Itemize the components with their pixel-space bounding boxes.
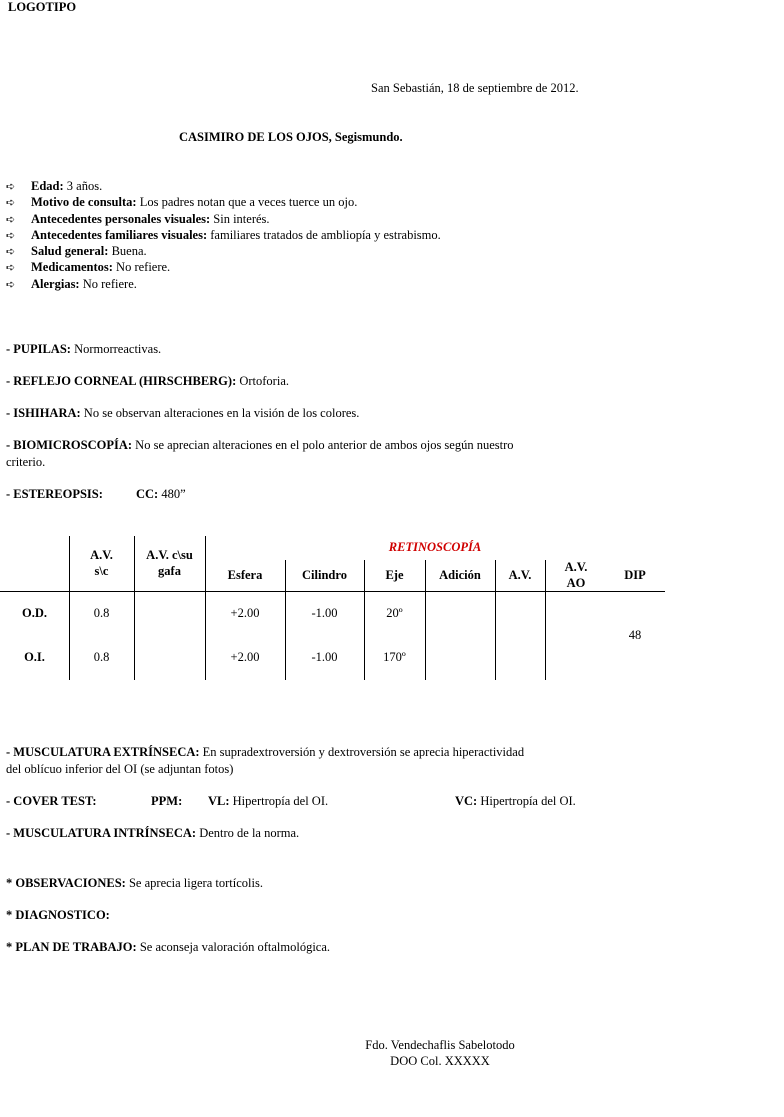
header-av-cgafa-sub: gafa [158, 564, 181, 578]
exam-ishihara: - ISHIHARA: No se observan alteraciones en la visión de los colores. [6, 406, 360, 420]
arrow-bullet-icon: ➪ [6, 180, 16, 193]
history-list [6, 178, 441, 292]
header-esfera: Esfera [227, 568, 263, 582]
retinoscopia-title: RETINOSCOPÍA [388, 540, 482, 554]
arrow-bullet-icon: ➪ [6, 261, 16, 275]
dip-value: 48 [628, 628, 642, 642]
row-od-av-sc: 0.8 [93, 606, 110, 620]
history-item-edad: ➪ Edad: 3 años. [6, 178, 441, 194]
header-dip: DIP [624, 568, 646, 582]
exam-biomicroscopia: - BIOMICROSCOPÍA: No se aprecian alteraciones en el polo anterior de ambos ojos según nuestro [6, 438, 514, 452]
exam-pupilas: - PUPILAS: Normorreactivas. [6, 342, 162, 356]
header-av-sc-sub: s\c [94, 564, 109, 578]
header-av-ao-sub: AO [566, 576, 586, 590]
header-av-ao: A.V. [564, 560, 588, 574]
plan-de-trabajo: * PLAN DE TRABAJO: Se aconseja valoración oftalmológica. [6, 940, 331, 954]
signature-college: DOO Col. XXXXX [390, 1054, 490, 1068]
cover-test-vl: VL: Hipertropía del OI. [208, 794, 329, 808]
row-oi-cilindro: -1.00 [311, 650, 338, 664]
exam-biomicroscopia-cont: criterio. [6, 455, 46, 469]
logo-placeholder: LOGOTIPO [8, 0, 77, 14]
table-header-rule [0, 591, 665, 592]
row-od-cilindro: -1.00 [311, 606, 338, 620]
row-oi-eje: 170º [383, 650, 406, 664]
history-item-familiares: ➪ Antecedentes familiares visuales: familiares tratados de ambliopía y estrabismo. [6, 227, 441, 243]
diagnostico: * DIAGNOSTICO: [6, 908, 110, 922]
arrow-bullet-icon: ➪ [6, 228, 16, 242]
arrow-bullet-icon: ➪ [6, 212, 16, 226]
cover-test-vc: VC: Hipertropía del OI. [455, 794, 576, 808]
header-adicion: Adición [439, 568, 481, 582]
cover-test-ppm: PPM: [151, 794, 183, 808]
signature-name: Fdo. Vendechaflis Sabelotodo [365, 1038, 515, 1052]
arrow-bullet-icon: ➪ [6, 245, 16, 259]
history-item-motivo: ➪ Motivo de consulta: Los padres notan que a veces tuerce un ojo. [6, 194, 441, 210]
header-av-cgafa: A.V. c\su [146, 548, 193, 562]
musculatura-extrinseca-cont: del oblícuo inferior del OI (se adjuntan fotos) [6, 762, 234, 776]
header-av: A.V. [508, 568, 532, 582]
musculatura-extrinseca: - MUSCULATURA EXTRÍNSECA: En supradextroversión y dextroversión se aprecia hiperactividad [6, 745, 525, 759]
row-oi-esfera: +2.00 [230, 650, 260, 664]
header-av-sc: A.V. [90, 548, 113, 562]
header-eje: Eje [385, 568, 404, 582]
arrow-bullet-icon: ➪ [6, 196, 16, 210]
history-item-alergias: ➪ Alergias: No refiere. [6, 276, 441, 292]
cover-test-label: - COVER TEST: [6, 794, 97, 808]
observaciones: * OBSERVACIONES: Se aprecia ligera tortícolis. [6, 876, 263, 890]
row-oi-eye: O.I. [24, 650, 45, 664]
exam-reflejo-corneal: - REFLEJO CORNEAL (HIRSCHBERG): Ortoforia. [6, 374, 289, 388]
row-oi-av-sc: 0.8 [93, 650, 110, 664]
patient-name: CASIMIRO DE LOS OJOS, Segismundo. [179, 130, 403, 144]
date-line: San Sebastián, 18 de septiembre de 2012. [371, 81, 579, 95]
history-item-medicamentos: ➪ Medicamentos: No refiere. [6, 259, 441, 275]
header-cilindro: Cilindro [302, 568, 347, 582]
estereopsis-cc: CC: 480” [136, 487, 186, 501]
row-od-eje: 20º [386, 606, 403, 620]
musculatura-intrinseca: - MUSCULATURA INTRÍNSECA: Dentro de la norma. [6, 826, 300, 840]
history-item-salud: ➪ Salud general: Buena. [6, 243, 441, 259]
arrow-bullet-icon: ➪ [6, 277, 16, 291]
row-od-eye: O.D. [22, 606, 47, 620]
row-od-esfera: +2.00 [230, 606, 260, 620]
history-item-personales: ➪ Antecedentes personales visuales: Sin interés. [6, 211, 441, 227]
exam-estereopsis: - ESTEREOPSIS: [6, 487, 103, 501]
